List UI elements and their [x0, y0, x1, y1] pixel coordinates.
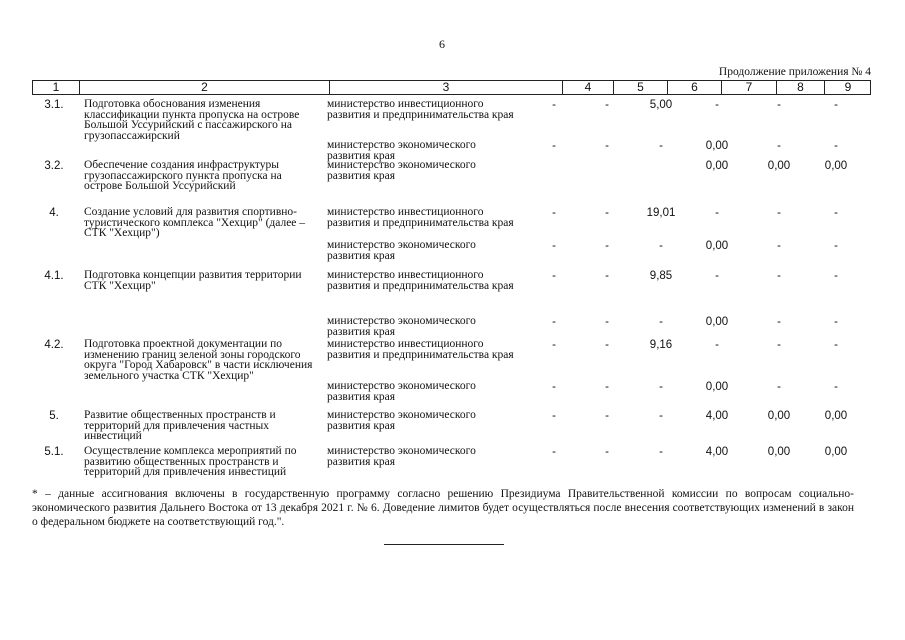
- value-cell-col-6: -: [659, 381, 663, 393]
- row-values: [0, 381, 905, 393]
- row-values: [0, 270, 905, 282]
- column-header-4: 4: [562, 81, 613, 94]
- value-cell-col-8: -: [777, 207, 781, 219]
- value-cell-col-7: -: [715, 270, 719, 282]
- row-number: 4.: [49, 207, 59, 219]
- row-values: [0, 316, 905, 328]
- value-cell-col-9: 0,00: [824, 160, 848, 172]
- value-cell-col-4: -: [552, 410, 556, 422]
- value-cell-col-7: 0,00: [705, 240, 729, 252]
- value-cell-col-7: 4,00: [705, 446, 729, 458]
- row-executor: министерство экономического развития края: [327, 315, 476, 338]
- row-values: [0, 339, 905, 351]
- value-cell-col-7: -: [715, 207, 719, 219]
- row-executor: министерство экономического развития края: [327, 445, 476, 468]
- column-header-3: 3: [329, 81, 562, 94]
- row-number: 5.1.: [44, 446, 64, 458]
- value-cell-col-5: -: [605, 140, 609, 152]
- row-number: 4.2.: [44, 339, 64, 351]
- value-cell-col-5: -: [605, 207, 609, 219]
- row-values: [0, 160, 905, 172]
- row-executor: министерство инвестиционного развития и предпринимательства края: [327, 98, 514, 121]
- value-cell-col-9: -: [834, 140, 838, 152]
- value-cell-col-7: 0,00: [705, 381, 729, 393]
- value-cell-col-7: 0,00: [705, 316, 729, 328]
- row-number: 4.1.: [44, 270, 64, 282]
- value-cell-col-5: -: [605, 339, 609, 351]
- value-cell-col-8: 0,00: [767, 160, 791, 172]
- value-cell-col-8: -: [777, 339, 781, 351]
- value-cell-col-7: -: [715, 339, 719, 351]
- value-cell-col-9: -: [834, 316, 838, 328]
- row-executor: министерство экономического развития края: [327, 409, 476, 432]
- value-cell-col-8: -: [777, 99, 781, 111]
- row-executor: министерство экономического развития края: [327, 159, 476, 182]
- value-cell-col-6: 9,85: [649, 270, 673, 282]
- value-cell-col-7: 0,00: [705, 140, 729, 152]
- row-title: Осуществление комплекса мероприятий по развитию общественных пространств и территорий для привлечения инвестиций: [84, 445, 297, 478]
- value-cell-col-4: -: [552, 207, 556, 219]
- row-executor: министерство экономического развития края: [327, 380, 476, 403]
- value-cell-col-4: -: [552, 99, 556, 111]
- value-cell-col-8: -: [777, 316, 781, 328]
- column-header-2: 2: [79, 81, 329, 94]
- row-title: Развитие общественных пространств и территорий для привлечения частных инвестиций: [84, 409, 276, 442]
- value-cell-col-5: -: [605, 410, 609, 422]
- row-executor: министерство инвестиционного развития и предпринимательства края: [327, 206, 514, 229]
- value-cell-col-9: -: [834, 207, 838, 219]
- value-cell-col-4: -: [552, 140, 556, 152]
- value-cell-col-7: -: [715, 99, 719, 111]
- row-number: 5.: [49, 410, 59, 422]
- value-cell-col-8: 0,00: [767, 410, 791, 422]
- value-cell-col-5: -: [605, 99, 609, 111]
- value-cell-col-5: -: [605, 240, 609, 252]
- value-cell-col-8: -: [777, 240, 781, 252]
- row-title: Обеспечение создания инфраструктуры грузопассажирского пункта пропуска на острове Большой Уссурийский: [84, 159, 282, 192]
- value-cell-col-4: -: [552, 339, 556, 351]
- value-cell-col-9: -: [834, 99, 838, 111]
- value-cell-col-4: -: [552, 446, 556, 458]
- value-cell-col-4: -: [552, 381, 556, 393]
- row-title: Подготовка обоснования изменения классификации пункта пропуска на острове Большой Уссурийский с пассажирского на грузопассажирский: [84, 98, 300, 142]
- value-cell-col-9: -: [834, 240, 838, 252]
- row-executor: министерство инвестиционного развития и предпринимательства края: [327, 269, 514, 292]
- value-cell-col-4: -: [552, 240, 556, 252]
- value-cell-col-5: -: [605, 270, 609, 282]
- value-cell-col-6: 9,16: [649, 339, 673, 351]
- row-title: Создание условий для развития спортивно-туристического комплекса "Хехцир" (далее – СТК "Хехцир"): [84, 206, 306, 239]
- value-cell-col-4: -: [552, 316, 556, 328]
- value-cell-col-8: 0,00: [767, 446, 791, 458]
- table-header: [32, 80, 871, 95]
- column-header-8: 8: [776, 81, 824, 94]
- column-header-1: 1: [52, 80, 60, 94]
- value-cell-col-6: 19,01: [646, 207, 676, 219]
- row-values: [0, 99, 905, 111]
- row-title: Подготовка концепции развития территории СТК "Хехцир": [84, 269, 302, 292]
- value-cell-col-7: 0,00: [705, 160, 729, 172]
- column-header-5: 5: [613, 81, 667, 94]
- value-cell-col-9: 0,00: [824, 446, 848, 458]
- column-header-6: 6: [667, 81, 721, 94]
- column-header-9: 9: [824, 81, 871, 94]
- value-cell-col-8: -: [777, 381, 781, 393]
- continuation-label: Продолжение приложения № 4: [718, 66, 871, 78]
- value-cell-col-9: 0,00: [824, 410, 848, 422]
- row-executor: министерство инвестиционного развития и предпринимательства края: [327, 338, 514, 361]
- value-cell-col-6: 5,00: [649, 99, 673, 111]
- row-title: Подготовка проектной документации по изменению границ зеленой зоны городского округа "Город Хабаровск" в части исключения земельного участка СТК "Хехцир": [84, 338, 313, 382]
- value-cell-col-9: -: [834, 339, 838, 351]
- row-number: 3.1.: [44, 99, 64, 111]
- value-cell-col-6: -: [659, 240, 663, 252]
- row-executor: министерство экономического развития края: [327, 239, 476, 262]
- row-values: [0, 207, 905, 219]
- value-cell-col-6: -: [659, 316, 663, 328]
- row-values: [0, 410, 905, 422]
- row-values: [0, 240, 905, 252]
- footnote: * – данные ассигнования включены в государственную программу согласно решению Президиума Правительственной комиссии по вопросам социально-экономического развития Дальнего Востока от 13 декабря 2021 г. № 6. Доведение лимитов будет осуществляться после внесения соответствующих изменений в закон о федеральном бюджете на соответствующий год.".: [32, 488, 854, 528]
- row-executor: министерство экономического развития края: [327, 139, 476, 162]
- value-cell-col-6: -: [659, 410, 663, 422]
- value-cell-col-8: -: [777, 140, 781, 152]
- value-cell-col-5: -: [605, 381, 609, 393]
- page-number: 6: [439, 37, 445, 51]
- value-cell-col-6: -: [659, 140, 663, 152]
- row-number: 3.2.: [44, 160, 64, 172]
- value-cell-col-8: -: [777, 270, 781, 282]
- column-header-7: 7: [721, 81, 776, 94]
- value-cell-col-9: -: [834, 381, 838, 393]
- value-cell-col-5: -: [605, 316, 609, 328]
- value-cell-col-6: -: [659, 446, 663, 458]
- value-cell-col-5: -: [605, 446, 609, 458]
- value-cell-col-7: 4,00: [705, 410, 729, 422]
- value-cell-col-9: -: [834, 270, 838, 282]
- separator-line: [384, 544, 504, 545]
- row-values: [0, 140, 905, 152]
- value-cell-col-4: -: [552, 270, 556, 282]
- row-values: [0, 446, 905, 458]
